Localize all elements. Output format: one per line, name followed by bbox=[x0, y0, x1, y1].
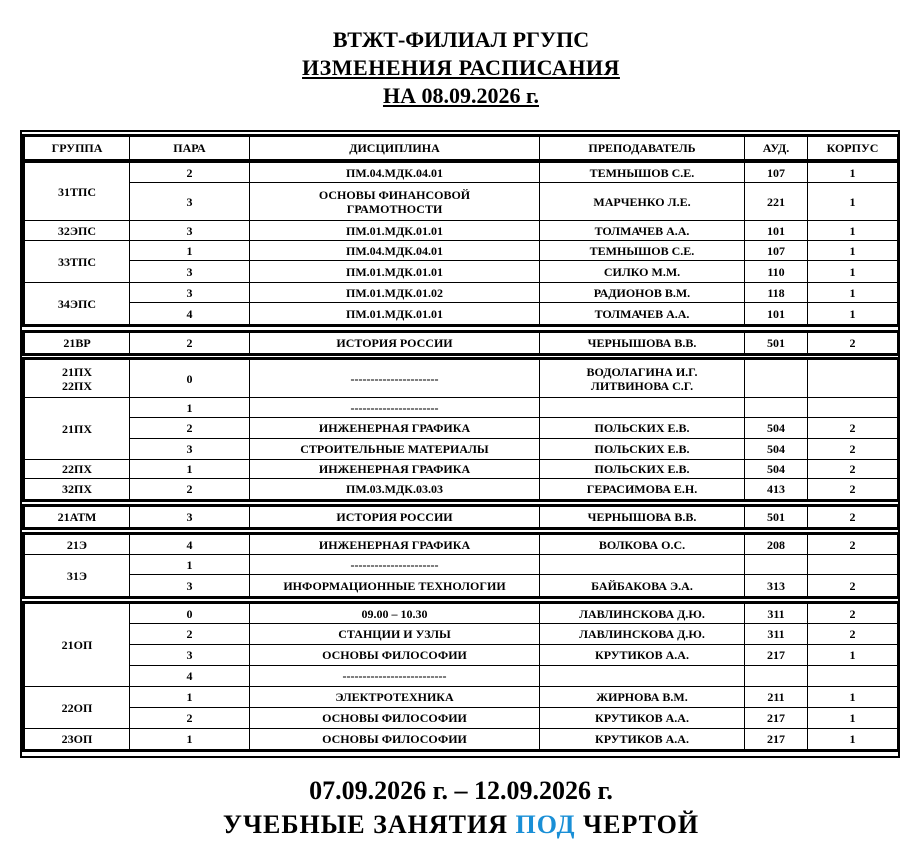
group-cell: 22ОП bbox=[25, 687, 130, 729]
schedule-block-4 bbox=[24, 506, 898, 528]
group-cell: 23ОП bbox=[25, 729, 130, 750]
para-cell: 3 bbox=[130, 283, 250, 303]
footer-note-start: УЧЕБНЫЕ ЗАНЯТИЯ bbox=[222, 810, 508, 839]
room-cell: 504 bbox=[745, 439, 808, 460]
room-cell: 504 bbox=[745, 460, 808, 479]
discipline-cell: ПМ.01.МДК.01.01 bbox=[250, 261, 540, 283]
room-cell: 313 bbox=[745, 575, 808, 597]
group-cell: 32ЭПС bbox=[25, 221, 130, 241]
room-cell: 118 bbox=[745, 283, 808, 303]
group-cell: 22ПХ bbox=[25, 460, 130, 479]
teacher-cell: РАДИОНОВ В.М. bbox=[540, 283, 745, 303]
discipline-cell: ПМ.04.МДК.04.01 bbox=[250, 241, 540, 261]
teacher-cell: ГЕРАСИМОВА Е.Н. bbox=[540, 479, 745, 500]
table-row bbox=[25, 163, 898, 183]
building-cell: 2 bbox=[808, 575, 898, 597]
para-cell: 0 bbox=[130, 360, 250, 398]
para-cell: 1 bbox=[130, 729, 250, 750]
teacher-cell: ЧЕРНЫШОВА В.В. bbox=[540, 333, 745, 354]
building-cell bbox=[808, 360, 898, 398]
column-header-room: АУД. bbox=[745, 137, 808, 160]
teacher-cell: ЛАВЛИНСКОВА Д.Ю. bbox=[540, 624, 745, 645]
room-cell: 217 bbox=[745, 708, 808, 729]
discipline-cell: ПМ.01.МДК.01.02 bbox=[250, 283, 540, 303]
table-row bbox=[25, 507, 898, 528]
para-cell: 2 bbox=[130, 418, 250, 439]
footer-note bbox=[0, 810, 922, 840]
table-row bbox=[25, 418, 898, 439]
room-cell: 208 bbox=[745, 535, 808, 555]
para-cell: 3 bbox=[130, 575, 250, 597]
table-row bbox=[25, 261, 898, 283]
building-cell: 2 bbox=[808, 333, 898, 354]
para-cell: 0 bbox=[130, 604, 250, 624]
room-cell bbox=[745, 666, 808, 687]
building-cell bbox=[808, 398, 898, 418]
room-cell: 413 bbox=[745, 479, 808, 500]
room-cell: 221 bbox=[745, 183, 808, 221]
discipline-cell: ПМ.03.МДК.03.03 bbox=[250, 479, 540, 500]
discipline-cell: ПМ.04.МДК.04.01 bbox=[250, 163, 540, 183]
room-cell bbox=[745, 360, 808, 398]
discipline-cell: ОСНОВЫ ФИЛОСОФИИ bbox=[250, 708, 540, 729]
group-cell: 21АТМ bbox=[25, 507, 130, 528]
header-row bbox=[25, 137, 898, 160]
group-cell: 21ПХ bbox=[25, 398, 130, 460]
column-header-teacher: ПРЕПОДАВАТЕЛЬ bbox=[540, 137, 745, 160]
table-row bbox=[25, 687, 898, 708]
table-row bbox=[25, 479, 898, 500]
room-cell: 211 bbox=[745, 687, 808, 708]
discipline-cell: ИНФОРМАЦИОННЫЕ ТЕХНОЛОГИИ bbox=[250, 575, 540, 597]
discipline-cell: ОСНОВЫ ФИЛОСОФИИ bbox=[250, 729, 540, 750]
discipline-cell: -------------------------- bbox=[250, 666, 540, 687]
room-cell: 501 bbox=[745, 507, 808, 528]
teacher-cell: ТЕМНЫШОВ С.Е. bbox=[540, 163, 745, 183]
building-cell: 1 bbox=[808, 729, 898, 750]
building-cell: 1 bbox=[808, 163, 898, 183]
footer-note-accent: ПОД bbox=[515, 810, 576, 839]
para-cell: 3 bbox=[130, 183, 250, 221]
para-cell: 2 bbox=[130, 333, 250, 354]
column-header-group: ГРУППА bbox=[25, 137, 130, 160]
group-cell: 33ТПС bbox=[25, 241, 130, 283]
discipline-cell: ---------------------- bbox=[250, 555, 540, 575]
building-cell: 2 bbox=[808, 418, 898, 439]
room-cell bbox=[745, 555, 808, 575]
room-cell: 504 bbox=[745, 418, 808, 439]
group-cell: 21ПХ 22ПХ bbox=[25, 360, 130, 398]
building-cell: 2 bbox=[808, 479, 898, 500]
table-row bbox=[25, 729, 898, 750]
teacher-cell: ПОЛЬСКИХ Е.В. bbox=[540, 418, 745, 439]
discipline-cell: ОСНОВЫ ФИЛОСОФИИ bbox=[250, 645, 540, 666]
teacher-cell bbox=[540, 555, 745, 575]
para-cell: 2 bbox=[130, 624, 250, 645]
para-cell: 4 bbox=[130, 303, 250, 325]
building-cell: 2 bbox=[808, 624, 898, 645]
group-cell: 21Э bbox=[25, 535, 130, 555]
discipline-cell: ИНЖЕНЕРНАЯ ГРАФИКА bbox=[250, 460, 540, 479]
teacher-cell: ВОЛКОВА О.С. bbox=[540, 535, 745, 555]
building-cell: 1 bbox=[808, 241, 898, 261]
teacher-cell: СИЛКО М.М. bbox=[540, 261, 745, 283]
table-row bbox=[25, 439, 898, 460]
discipline-cell: ИСТОРИЯ РОССИИ bbox=[250, 507, 540, 528]
room-cell: 101 bbox=[745, 303, 808, 325]
group-cell: 21ВР bbox=[25, 333, 130, 354]
para-cell: 3 bbox=[130, 645, 250, 666]
group-cell: 31Э bbox=[25, 555, 130, 597]
table-row bbox=[25, 666, 898, 687]
discipline-cell: ИНЖЕНЕРНАЯ ГРАФИКА bbox=[250, 418, 540, 439]
building-cell: 1 bbox=[808, 283, 898, 303]
room-cell: 311 bbox=[745, 624, 808, 645]
discipline-cell: ПМ.01.МДК.01.01 bbox=[250, 221, 540, 241]
discipline-cell: ЭЛЕКТРОТЕХНИКА bbox=[250, 687, 540, 708]
table-row bbox=[25, 241, 898, 261]
table-row bbox=[25, 604, 898, 624]
column-header-discipline: ДИСЦИПЛИНА bbox=[250, 137, 540, 160]
room-cell: 311 bbox=[745, 604, 808, 624]
teacher-cell bbox=[540, 398, 745, 418]
discipline-cell: СТРОИТЕЛЬНЫЕ МАТЕРИАЛЫ bbox=[250, 439, 540, 460]
para-cell: 1 bbox=[130, 460, 250, 479]
room-cell: 501 bbox=[745, 333, 808, 354]
discipline-cell: ---------------------- bbox=[250, 398, 540, 418]
discipline-cell: ПМ.01.МДК.01.01 bbox=[250, 303, 540, 325]
table-row bbox=[25, 183, 898, 221]
table-row bbox=[25, 575, 898, 597]
discipline-cell: ИСТОРИЯ РОССИИ bbox=[250, 333, 540, 354]
discipline-cell: ---------------------- bbox=[250, 360, 540, 398]
table-row bbox=[25, 360, 898, 398]
discipline-cell: ОСНОВЫ ФИНАНСОВОЙ ГРАМОТНОСТИ bbox=[250, 183, 540, 221]
schedule-block-1 bbox=[24, 162, 898, 325]
para-cell: 3 bbox=[130, 261, 250, 283]
footer-period: 07.09.2026 г. – 12.09.2026 г. bbox=[309, 776, 613, 805]
teacher-cell: ТЕМНЫШОВ С.Е. bbox=[540, 241, 745, 261]
teacher-cell: КРУТИКОВ А.А. bbox=[540, 729, 745, 750]
schedule-header-table bbox=[24, 136, 898, 160]
para-cell: 2 bbox=[130, 479, 250, 500]
building-cell: 2 bbox=[808, 535, 898, 555]
teacher-cell: ПОЛЬСКИХ Е.В. bbox=[540, 460, 745, 479]
table-row bbox=[25, 555, 898, 575]
teacher-cell: ПОЛЬСКИХ Е.В. bbox=[540, 439, 745, 460]
building-cell: 1 bbox=[808, 221, 898, 241]
building-cell: 1 bbox=[808, 645, 898, 666]
building-cell: 1 bbox=[808, 303, 898, 325]
building-cell: 2 bbox=[808, 507, 898, 528]
table-row bbox=[25, 460, 898, 479]
discipline-cell: 09.00 – 10.30 bbox=[250, 604, 540, 624]
building-cell: 1 bbox=[808, 261, 898, 283]
footer-note-end: ЧЕРТОЙ bbox=[583, 810, 700, 839]
teacher-cell: ТОЛМАЧЕВ А.А. bbox=[540, 221, 745, 241]
room-cell: 107 bbox=[745, 163, 808, 183]
table-row bbox=[25, 708, 898, 729]
group-cell: 31ТПС bbox=[25, 163, 130, 221]
table-row bbox=[25, 283, 898, 303]
building-cell: 2 bbox=[808, 604, 898, 624]
group-cell: 34ЭПС bbox=[25, 283, 130, 325]
building-cell: 1 bbox=[808, 183, 898, 221]
para-cell: 2 bbox=[130, 708, 250, 729]
table-row bbox=[25, 221, 898, 241]
table-row bbox=[25, 303, 898, 325]
teacher-cell: КРУТИКОВ А.А. bbox=[540, 708, 745, 729]
room-cell: 101 bbox=[745, 221, 808, 241]
building-cell: 1 bbox=[808, 708, 898, 729]
teacher-cell: ЛАВЛИНСКОВА Д.Ю. bbox=[540, 604, 745, 624]
schedule-block-3 bbox=[24, 359, 898, 500]
table-row bbox=[25, 645, 898, 666]
document-subtitle: ИЗМЕНЕНИЯ РАСПИСАНИЯ bbox=[302, 55, 620, 80]
building-cell: 2 bbox=[808, 439, 898, 460]
room-cell bbox=[745, 398, 808, 418]
group-cell: 21ОП bbox=[25, 604, 130, 687]
teacher-cell: МАРЧЕНКО Л.Е. bbox=[540, 183, 745, 221]
document-date: НА 08.09.2026 г. bbox=[382, 83, 539, 108]
discipline-cell: СТАНЦИИ И УЗЛЫ bbox=[250, 624, 540, 645]
para-cell: 1 bbox=[130, 241, 250, 261]
para-cell: 3 bbox=[130, 221, 250, 241]
para-cell: 3 bbox=[130, 439, 250, 460]
table-row bbox=[25, 398, 898, 418]
para-cell: 1 bbox=[130, 687, 250, 708]
building-cell bbox=[808, 666, 898, 687]
building-cell: 1 bbox=[808, 687, 898, 708]
teacher-cell: ТОЛМАЧЕВ А.А. bbox=[540, 303, 745, 325]
teacher-cell bbox=[540, 666, 745, 687]
room-cell: 217 bbox=[745, 645, 808, 666]
para-cell: 1 bbox=[130, 398, 250, 418]
group-cell: 32ПХ bbox=[25, 479, 130, 500]
column-header-para: ПАРА bbox=[130, 137, 250, 160]
room-cell: 217 bbox=[745, 729, 808, 750]
building-cell bbox=[808, 555, 898, 575]
teacher-cell: ВОДОЛАГИНА И.Г. ЛИТВИНОВА С.Г. bbox=[540, 360, 745, 398]
column-header-building: КОРПУС bbox=[808, 137, 898, 160]
teacher-cell: КРУТИКОВ А.А. bbox=[540, 645, 745, 666]
schedule-block-2 bbox=[24, 332, 898, 354]
para-cell: 4 bbox=[130, 666, 250, 687]
table-row bbox=[25, 333, 898, 354]
para-cell: 4 bbox=[130, 535, 250, 555]
table-row bbox=[25, 624, 898, 645]
teacher-cell: БАЙБАКОВА Э.А. bbox=[540, 575, 745, 597]
document-title: ВТЖТ-ФИЛИАЛ РГУПС bbox=[332, 27, 590, 52]
para-cell: 3 bbox=[130, 507, 250, 528]
teacher-cell: ЖИРНОВА В.М. bbox=[540, 687, 745, 708]
schedule-block-5 bbox=[24, 534, 898, 597]
building-cell: 2 bbox=[808, 460, 898, 479]
room-cell: 110 bbox=[745, 261, 808, 283]
discipline-cell: ИНЖЕНЕРНАЯ ГРАФИКА bbox=[250, 535, 540, 555]
schedule-block-6 bbox=[24, 603, 898, 750]
para-cell: 2 bbox=[130, 163, 250, 183]
table-row bbox=[25, 535, 898, 555]
room-cell: 107 bbox=[745, 241, 808, 261]
teacher-cell: ЧЕРНЫШОВА В.В. bbox=[540, 507, 745, 528]
para-cell: 1 bbox=[130, 555, 250, 575]
